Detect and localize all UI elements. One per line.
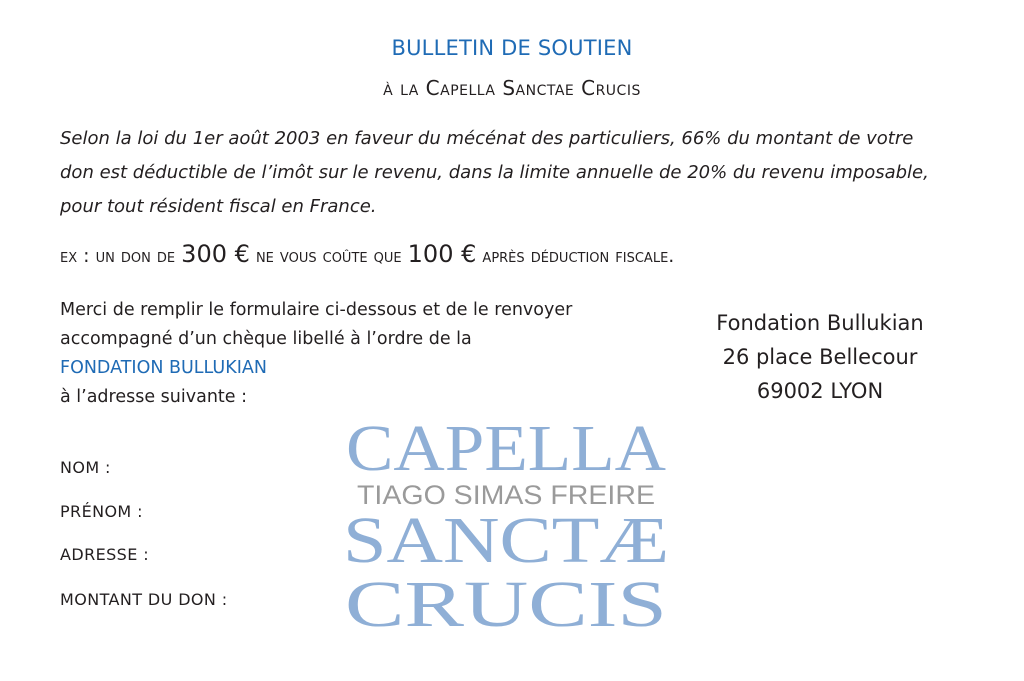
law-line: don est déductible de l’imôt sur le revenu, dans la limite annuelle de 20% du revenu imposable,	[60, 162, 929, 183]
example-middle: ne vous coûte que	[255, 245, 402, 267]
donation-amount: 300 €	[181, 240, 250, 268]
logo-line-sanctae: SANCTÆ	[343, 504, 669, 577]
field-montant-label: MONTANT DU DON :	[60, 590, 228, 609]
mailing-address	[690, 306, 950, 408]
example-suffix: après déduction fiscale.	[482, 245, 675, 267]
logo-line-crucis: CRUCIS	[345, 568, 667, 641]
address-name: Fondation Bullukian	[716, 311, 924, 335]
tax-law-paragraph	[60, 122, 960, 224]
example-prefix: ex : un don de	[60, 245, 176, 267]
page-subtitle: à la Capella Sanctae Crucis	[383, 76, 641, 100]
page-title: BULLETIN DE SOUTIEN	[391, 36, 633, 60]
tax-example	[60, 240, 960, 268]
instructions-line: à l’adresse suivante :	[60, 387, 248, 407]
instructions-paragraph	[60, 296, 680, 412]
logo-line-capella: CAPELLA	[346, 412, 667, 485]
net-cost-amount: 100 €	[407, 240, 477, 268]
field-adresse-label: ADRESSE :	[60, 545, 149, 564]
field-nom-label: NOM :	[60, 458, 111, 477]
address-city: 69002 LYON	[756, 379, 884, 403]
instructions-line: accompagné d’un chèque libellé à l’ordre de la	[60, 329, 472, 349]
logo-line-artist: TIAGO SIMAS FREIRE	[357, 480, 655, 510]
law-line: pour tout résident fiscal en France.	[60, 196, 377, 217]
capella-logo	[334, 412, 678, 644]
instructions-line: Merci de remplir le formulaire ci-dessous et de le renvoyer	[60, 300, 573, 320]
address-street: 26 place Bellecour	[722, 345, 918, 369]
law-line: Selon la loi du 1er août 2003 en faveur du mécénat des particuliers, 66% du montant de votre	[60, 128, 914, 149]
field-prenom-label: PRÉNOM :	[60, 502, 143, 521]
foundation-name: FONDATION BULLUKIAN	[60, 358, 267, 378]
